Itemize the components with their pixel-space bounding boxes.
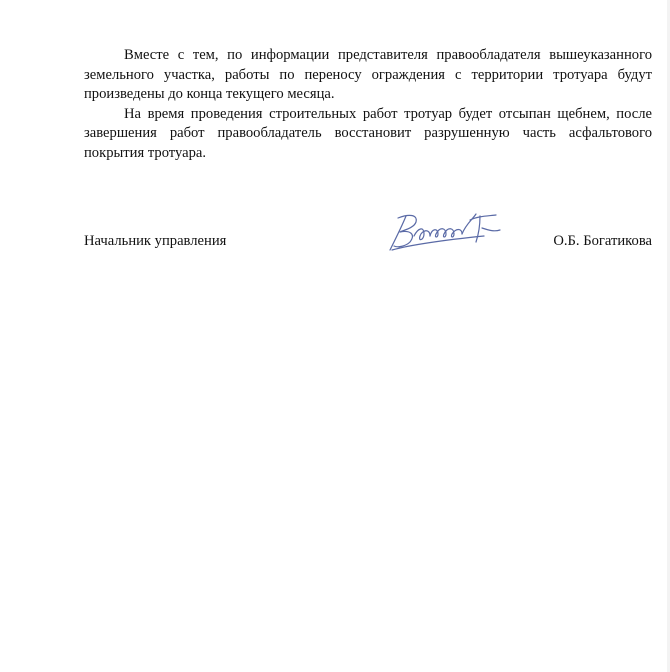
signatory-position: Начальник управления <box>84 233 227 249</box>
signatory-name: О.Б. Богатикова <box>553 233 652 249</box>
handwritten-signature-icon <box>384 206 504 256</box>
signature-block <box>84 232 652 256</box>
paragraph-sidewalk-restoration: На время проведения строительных работ тротуар будет отсыпан щебнем, после завершения работ правообладатель восстановит разрушенную часть асфальтового покрытия тротуара. <box>84 105 652 161</box>
letter-body <box>84 46 652 163</box>
paragraph-fence-relocation: Вместе с тем, по информации представителя правообладателя вышеуказанного земельного участка, работы по переносу ограждения с территории тротуара будут произведены до конца текущего месяца. <box>84 47 652 102</box>
